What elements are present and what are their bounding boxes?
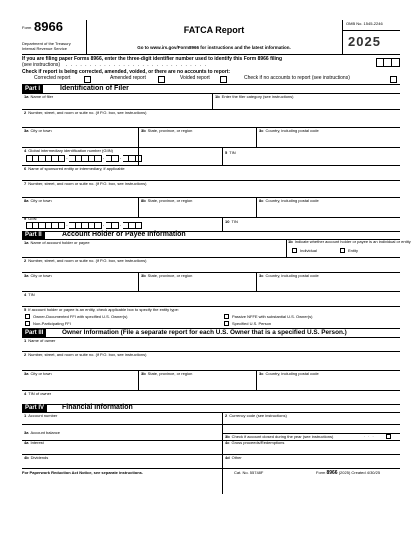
entity-checkbox[interactable] [340,248,345,253]
p1-giin-label: 4 Global intermediary identification number (GIIN) [24,148,113,153]
p2-account-holder-name[interactable]: 1a Name of account holder or payee [24,240,90,245]
individual-checkbox[interactable] [292,248,297,253]
p1-tin-2[interactable]: 10 TIN [225,219,238,224]
p1-country-2[interactable]: 8c Country, including postal code [259,198,319,203]
part2-badge: Part II [22,231,45,239]
footer-form-id: Form 8966 (2025) Created 4/30/25 [316,470,381,476]
tax-year: 2025 [348,34,381,49]
p1-name-of-filer[interactable]: 1a Name of filer [24,94,54,99]
p3-city[interactable]: 3a City or town [24,371,52,376]
part2-title: Account Holder or Payee Information [62,231,186,238]
passive-nffe-checkbox[interactable] [224,314,229,319]
identifier-boxes[interactable] [376,58,400,67]
individual-label: Individual [300,248,317,253]
owner-documented-ffi-checkbox[interactable] [25,314,30,319]
specified-us-person-label: Specified U.S. Person [232,321,272,326]
part3-badge: Part III [22,329,46,337]
corrected-label: Corrected report [34,75,71,81]
p2-street-address[interactable]: 2 Number, street, and room or suite no. (if P.O. box, see instructions) [24,258,147,263]
p4-dividends[interactable]: 4b Dividends [24,455,49,460]
p1-giin-boxes[interactable]: . . . [26,155,142,162]
p3-country[interactable]: 3c Country, including postal code [259,371,319,376]
p3-street-address[interactable]: 2 Number, street, and room or suite no. (if P.O. box, see instructions) [24,352,147,357]
amended-checkbox[interactable] [158,76,165,83]
p2-entity-type-label: 5 If account holder or payee is an entity, check applicable box to specify the entity type: [24,307,179,312]
voided-label: Voided report [180,75,210,81]
p1-filer-category[interactable]: 1b Enter the filer category (see instructions) [215,94,294,99]
p4-other[interactable]: 4d Other [225,455,242,460]
filing-identifier-text: If you are filing paper Forms 8966, enter the three-digit identifier number used to identify this Form 8966 filing [22,56,283,62]
p2-state[interactable]: 3b State, province, or region [141,273,193,278]
dept-line2: Internal Revenue Service [22,46,67,51]
p1-state[interactable]: 3b State, province, or region [141,128,193,133]
part3-title: Owner Information (File a separate report for each U.S. Owner that is a specified U.S. Person.) [62,329,347,336]
p1-country[interactable]: 3c Country, including postal code [259,128,319,133]
specified-us-person-checkbox[interactable] [224,321,229,326]
catalog-number: Cat. No. 55748F [234,470,264,475]
p1-giin-2-label: 9 GIIN [24,216,37,221]
p3-owner-name[interactable]: 1 Name of owner [24,338,56,343]
form-number: 8966 [34,19,63,34]
p3-state[interactable]: 3b State, province, or region [141,371,193,376]
dept-line1: Department of the Treasury [22,41,71,46]
form-title: FATCA Report [183,25,245,35]
goto-instructions: Go to www.irs.gov/Form8966 for instructions and the latest information. [137,45,291,50]
p1-giin-2-boxes[interactable]: . . . [26,222,142,229]
p1-street-address[interactable]: 2 Number, street, and room or suite no. (if P.O. box, see instructions) [24,110,147,115]
p4-gross-proceeds[interactable]: 4c Gross proceeds/Redemptions [225,440,285,445]
part1-badge: Part I [22,85,43,93]
corrected-checkbox[interactable] [84,76,91,83]
p2-holder-type-label: 1b Indicate whether account holder or payee is an individual or entity [288,239,411,244]
part1-title: Identification of Filer [60,85,129,92]
part4-title: Financial Information [62,404,133,411]
p2-tin[interactable]: 4 TIN [24,292,35,297]
no-accounts-label: Check if no accounts to report (see instructions) [244,75,350,81]
p2-country[interactable]: 3c Country, including postal code [259,273,319,278]
p4-interest[interactable]: 4a Interest [24,440,44,445]
non-participating-ffi-label: Non-Participating FFI [33,321,71,326]
form-word: Form [22,25,32,30]
passive-nffe-label: Passive NFFE with substantial U.S. Owner(s) [232,314,313,319]
p4-account-closed-label: 3b Check if account closed during the year (see instructions) [225,434,334,439]
paperwork-notice: For Paperwork Reduction Act Notice, see separate instructions. [22,470,143,475]
account-closed-checkbox[interactable] [386,434,391,439]
p1-city-2[interactable]: 8a City or town [24,198,52,203]
voided-checkbox[interactable] [220,76,227,83]
p1-street-address-2[interactable]: 7 Number, street, and room or suite no. (if P.O. box, see instructions) [24,181,147,186]
p1-tin[interactable]: 5 TIN [225,150,236,155]
see-instructions: (see instructions) [22,62,61,68]
amended-label: Amended report [110,75,146,81]
check-status-text: Check if report is being corrected, amended, voided, or there are no accounts to report: [22,69,231,75]
omb-number: OMB No. 1545-2246 [346,21,383,26]
owner-documented-ffi-label: Owner-Documented FFI with specified U.S. Owner(s) [33,314,128,319]
p2-city[interactable]: 3a City or town [24,273,52,278]
non-participating-ffi-checkbox[interactable] [25,321,30,326]
p3-owner-tin[interactable]: 4 TIN of owner [24,391,52,396]
p4-account-balance[interactable]: 3a Account balance [24,430,61,435]
p1-sponsored-entity[interactable]: 6 Name of sponsored entity or intermediary, if applicable [24,166,125,171]
p1-state-2[interactable]: 8b State, province, or region [141,198,193,203]
no-accounts-checkbox[interactable] [390,76,397,83]
entity-label: Entity [348,248,359,253]
p4-account-number[interactable]: 1 Account number [24,413,58,418]
p1-city[interactable]: 3a City or town [24,128,52,133]
part4-badge: Part IV [22,404,47,412]
p4-currency-code[interactable]: 2 Currency code (see instructions) [225,413,287,418]
